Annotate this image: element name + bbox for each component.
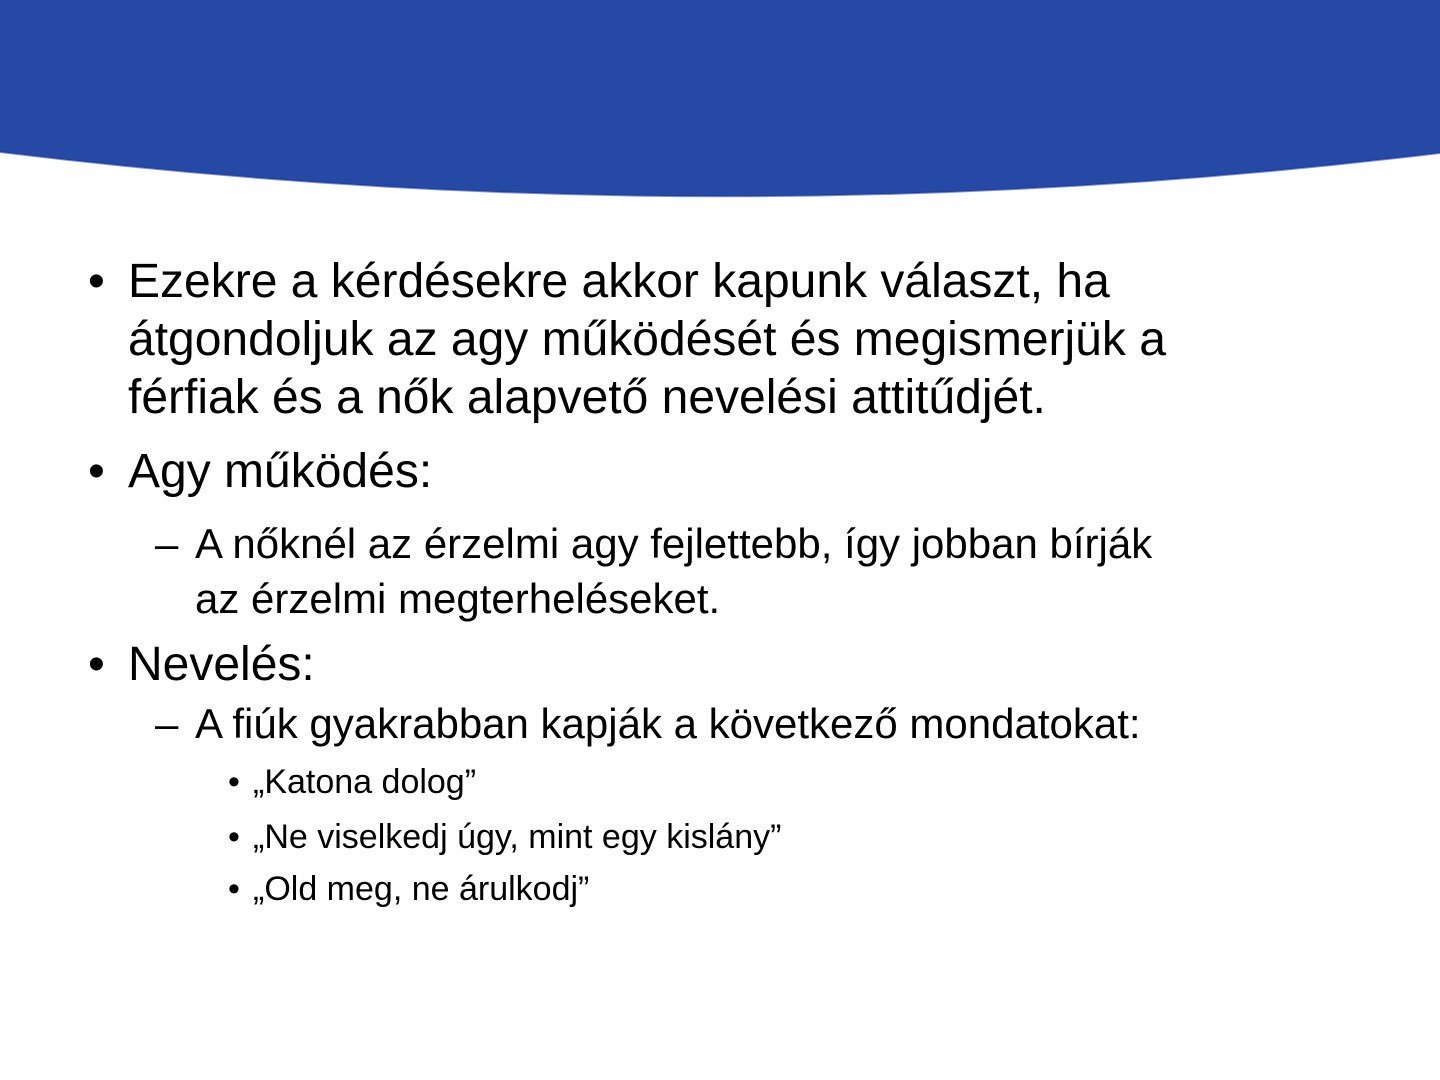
bullet-dot-icon: •: [228, 763, 240, 801]
bullet-line: Agy működés:: [128, 445, 433, 498]
bullet-text: [195, 696, 1420, 751]
bullet-line: az érzelmi megterheléseket.: [195, 575, 721, 622]
bullet-dot-icon: •: [228, 818, 240, 856]
banner-shape: [0, 0, 1440, 196]
bullet-dot-icon: •: [88, 638, 105, 691]
bullet-line: átgondoljuk az agy működését és megismerjük a: [128, 313, 1166, 366]
bullet-text: [128, 253, 1420, 427]
bullet-line: Nevelés:: [128, 638, 315, 691]
bullet-line: férfiak és a nők alapvető nevelési attitűdjét.: [128, 371, 1046, 424]
bullet-item: [88, 636, 1420, 694]
bullet-text: [253, 866, 1420, 912]
bullet-item: [88, 443, 1420, 501]
bullet-text: [195, 516, 1420, 626]
bullet-item: [88, 253, 1420, 427]
sub-sub-bullet-item: [88, 814, 1420, 860]
header-banner: [0, 0, 1440, 245]
bullet-dot-icon: •: [88, 255, 105, 308]
bullet-text: [253, 759, 1420, 805]
bullet-text: [128, 636, 1420, 694]
bullet-line: „Ne viselkedj úgy, mint egy kislány”: [253, 818, 782, 856]
bullet-line: Ezekre a kérdésekre akkor kapunk választ, ha: [128, 255, 1110, 308]
bullet-text: [253, 814, 1420, 860]
bullet-line: „Katona dolog”: [253, 763, 477, 801]
sub-bullet-item: [88, 696, 1420, 751]
bullet-text: [128, 443, 1420, 501]
dash-icon: –: [155, 520, 179, 567]
sub-sub-bullet-item: [88, 759, 1420, 805]
bullet-line: A fiúk gyakrabban kapják a következő mondatokat:: [195, 700, 1141, 747]
bullet-line: „Old meg, ne árulkodj”: [253, 870, 590, 908]
bullet-dot-icon: •: [88, 445, 105, 498]
bullet-dot-icon: •: [228, 870, 240, 908]
sub-bullet-item: [88, 516, 1420, 626]
slide-body: [88, 253, 1420, 912]
dash-icon: –: [155, 700, 179, 747]
bullet-line: A nőknél az érzelmi agy fejlettebb, így jobban bírják: [195, 520, 1153, 567]
sub-sub-bullet-item: [88, 866, 1420, 912]
